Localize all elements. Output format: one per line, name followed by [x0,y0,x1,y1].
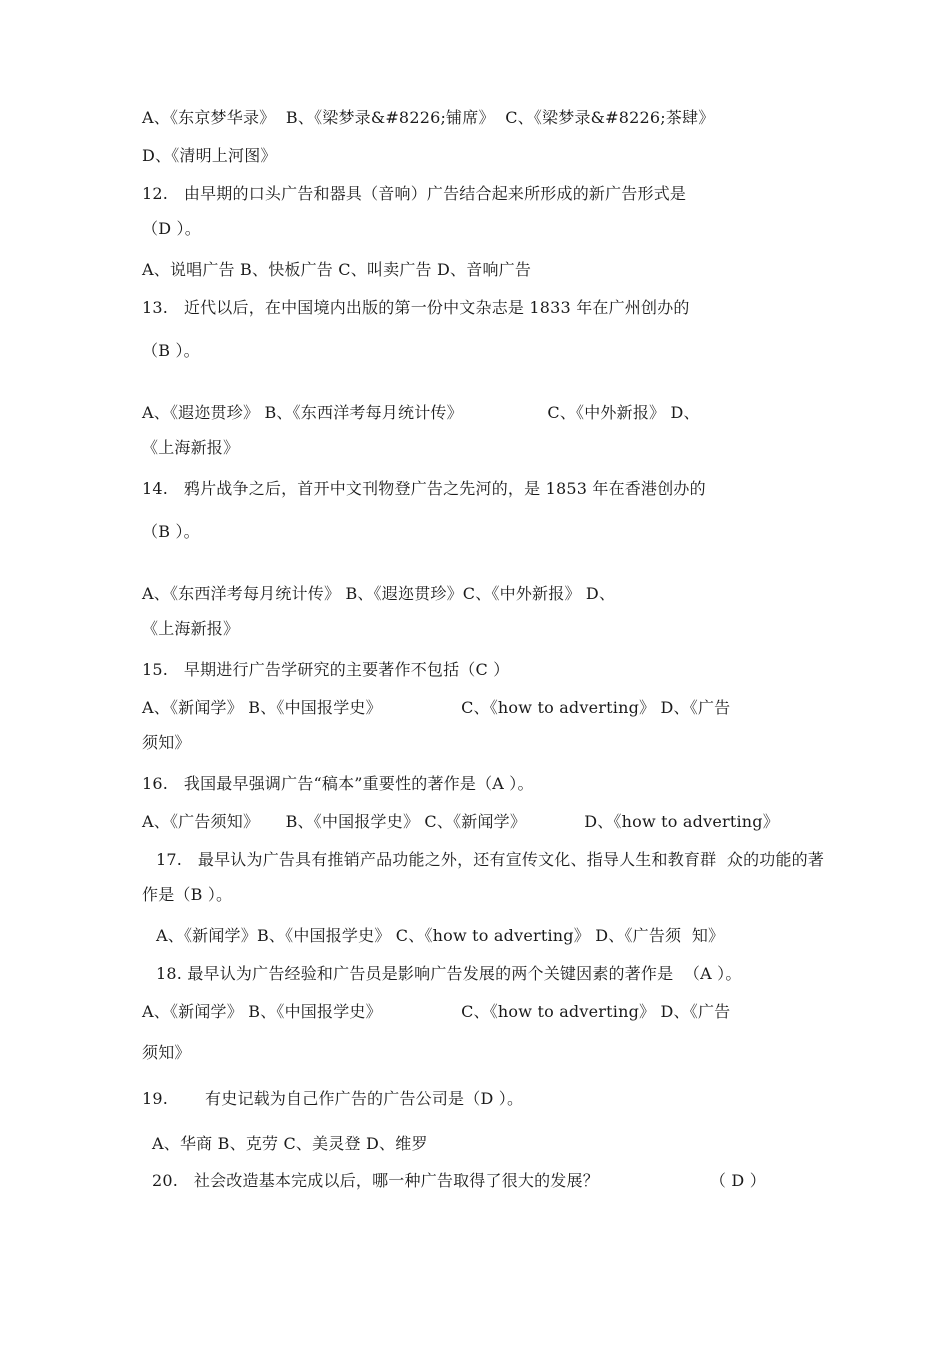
q17-options: A、《新闻学》B、《中国报学史》 C、《how to adverting》 D、《广告须 知》 [156,926,725,945]
q12-answer: （D ）。 [142,219,201,238]
q17-question-line-2: 作是（B ）。 [142,885,233,904]
q15-question: 15. 早期进行广告学研究的主要著作不包括（C ） [142,660,510,679]
q14-options-line-2: 《上海新报》 [142,619,240,638]
q18-question: 18. 最早认为广告经验和广告员是影响广告发展的两个关键因素的著作是 （A ）。 [156,964,742,983]
q16-options: A、《广告须知》 B、《中国报学史》 C、《新闻学》 D、《how to adverting》 [142,812,779,831]
q11-options-line-1: A、《东京梦华录》 B、《梁梦录&#8226;铺席》 C、《梁梦录&#8226;茶肆》 [142,108,715,127]
q16-question: 16. 我国最早强调广告“稿本”重要性的著作是（A ）。 [142,774,534,793]
q14-answer: （B ）。 [142,522,200,541]
q20-question: 20. 社会改造基本完成以后，哪一种广告取得了很大的发展？ （ D ） [152,1171,766,1190]
q12-question: 12. 由早期的口头广告和器具（音响）广告结合起来所形成的新广告形式是 [142,184,687,203]
q15-options-line-2: 须知》 [142,733,191,752]
q13-question: 13. 近代以后，在中国境内出版的第一份中文杂志是 1833 年在广州创办的 [142,298,690,317]
q19-question: 19. 有史记载为自己作广告的广告公司是（D ）。 [142,1089,524,1108]
q14-question: 14. 鸦片战争之后，首开中文刊物登广告之先河的，是 1853 年在香港创办的 [142,479,706,498]
q18-options-line-1: A、《新闻学》 B、《中国报学史》 C、《how to adverting》 D、《广告 [142,1002,731,1021]
q15-options-line-1: A、《新闻学》 B、《中国报学史》 C、《how to adverting》 D、《广告 [142,698,731,717]
q13-answer: （B ）。 [142,341,200,360]
q11-options-line-2: D、《清明上河图》 [142,146,277,165]
q18-options-line-2: 须知》 [142,1043,191,1062]
q14-options-line-1: A、《东西洋考每月统计传》 B、《遐迩贯珍》C、《中外新报》 D、 [142,584,616,603]
q13-options-line-1: A、《遐迩贯珍》 B、《东西洋考每月统计传》 C、《中外新报》 D、 [142,403,700,422]
q13-options-line-2: 《上海新报》 [142,438,240,457]
q17-question-line-1: 17. 最早认为广告具有推销产品功能之外，还有宣传文化、指导人生和教育群 众的功能的著 [156,850,825,869]
q12-options: A、说唱广告 B、快板广告 C、叫卖广告 D、音响广告 [142,260,532,279]
q19-options: A、华商 B、克劳 C、美灵登 D、维罗 [152,1134,428,1153]
